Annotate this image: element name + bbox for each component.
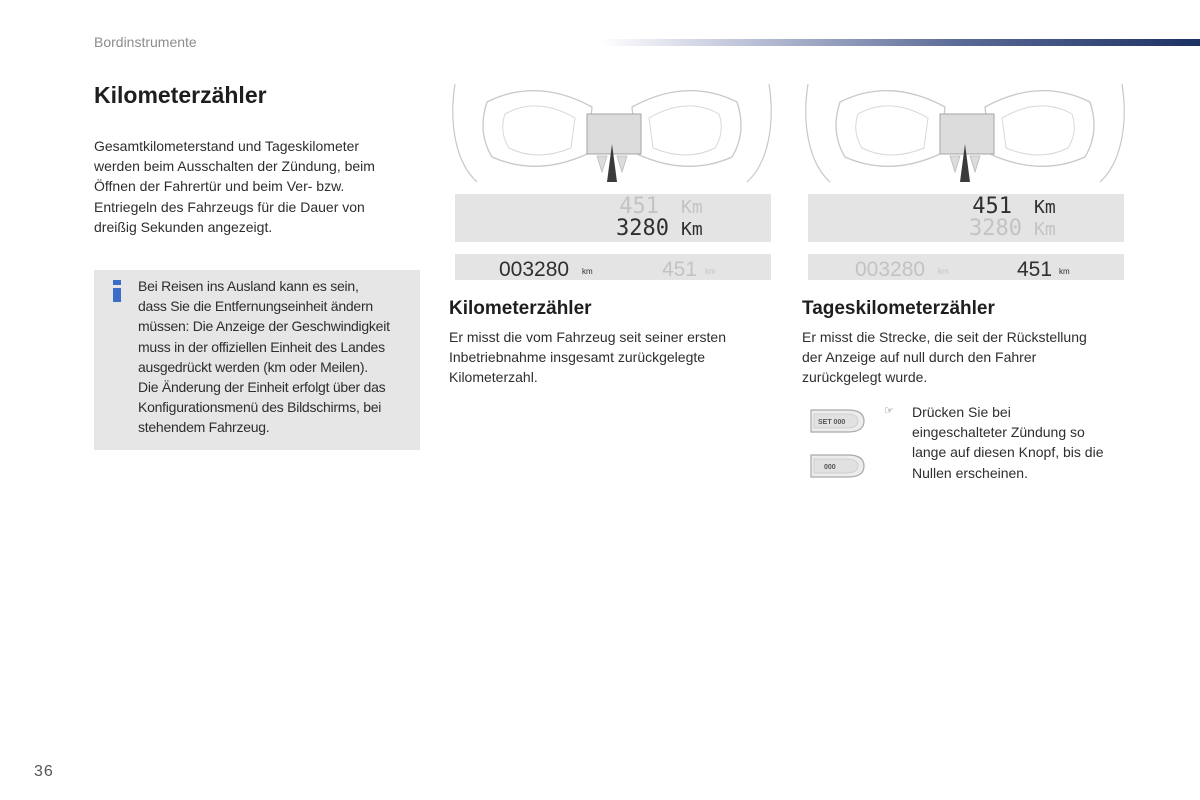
lcd-total-value: 3280	[616, 216, 669, 241]
note-line: Bei Reisen ins Ausland kann es sein,	[138, 278, 359, 294]
intro-line: dreißig Sekunden angezeigt.	[94, 218, 273, 235]
trip-line: Er misst die Strecke, die seit der Rückstellung	[802, 329, 1087, 345]
note-line: dass Sie die Entfernungseinheit ändern	[138, 298, 373, 315]
stalk-right	[617, 156, 627, 172]
lcd-trip-unit: Km	[1034, 197, 1056, 218]
info-note-box	[94, 270, 420, 450]
lcd-odometer-unit: km	[938, 267, 949, 276]
note-line: Konfigurationsmenü des Bildschirms, bei	[138, 399, 382, 416]
intro-paragraph	[94, 136, 414, 237]
reset-button-label: 000	[824, 464, 836, 471]
note-line: muss in der offiziellen Einheit des Landes	[138, 338, 385, 355]
stalk-left	[597, 156, 607, 172]
note-line: Die Änderung der Einheit erfolgt über das	[138, 379, 386, 396]
info-note-text	[138, 276, 418, 438]
header-gradient-bar	[600, 39, 1200, 46]
set-button-label: SET 000	[818, 419, 846, 426]
info-icon	[113, 280, 121, 302]
trip-line: der Anzeige auf null durch den Fahrer	[802, 349, 1037, 366]
lcd-trip-small-unit: km	[705, 267, 716, 276]
section-label: Bordinstrumente	[94, 34, 197, 50]
odometer-line: Inbetriebnahme insgesamt zurückgelegte	[449, 349, 706, 366]
note-line: müssen: Die Anzeige der Geschwindigkeit	[138, 318, 390, 335]
instruction-line: lange auf diesen Knopf, bis die	[912, 444, 1104, 461]
intro-line: Gesamtkilometerstand und Tageskilometer	[94, 138, 360, 154]
page-number: 36	[34, 763, 54, 780]
odometer-display-illustration	[447, 82, 777, 282]
dashboard-outline	[453, 84, 477, 182]
lcd-trip-value: 451	[619, 194, 659, 219]
lcd-total-unit: Km	[681, 219, 703, 240]
stalk-right	[970, 156, 980, 172]
trip-line: zurückgelegt wurde.	[802, 369, 928, 386]
lcd-upper	[455, 194, 771, 242]
instruction-line: Drücken Sie bei	[912, 404, 1011, 420]
note-line: stehendem Fahrzeug.	[138, 419, 270, 436]
stalk-left	[950, 156, 960, 172]
lcd-odometer-value: 003280	[855, 258, 926, 281]
trip-heading: Tageskilometerzähler	[802, 298, 995, 319]
odometer-line: Kilometerzahl.	[449, 369, 538, 386]
right-gauge-inner	[649, 106, 721, 155]
left-gauge-inner	[856, 106, 928, 155]
center-screen	[587, 114, 641, 154]
lcd-trip-unit: Km	[681, 197, 703, 218]
odometer-description	[449, 327, 769, 388]
lcd-trip-small-value: 451	[662, 258, 698, 281]
set-reset-button	[808, 406, 868, 436]
instruction-line: Nullen erscheinen.	[912, 464, 1028, 481]
intro-line: Entriegeln des Fahrzeugs für die Dauer von	[94, 198, 365, 215]
right-gauge-inner	[1002, 106, 1074, 155]
odometer-heading: Kilometerzähler	[449, 298, 592, 319]
note-line: ausgedrückt werden (km oder Meilen).	[138, 358, 368, 375]
intro-line: Öffnen der Fahrertür und beim Ver- bzw.	[94, 178, 345, 195]
lcd-total-unit: Km	[1034, 219, 1056, 240]
lcd-trip-small-unit: km	[1059, 267, 1070, 276]
odometer-line: Er misst die vom Fahrzeug seit seiner ersten	[449, 329, 726, 345]
lcd-trip-small-value: 451	[1017, 258, 1053, 281]
lcd-trip-value: 451	[972, 194, 1012, 219]
left-gauge-inner	[503, 106, 575, 155]
lcd-total-value: 3280	[969, 216, 1022, 241]
reset-instruction-text	[912, 402, 1142, 483]
intro-line: werden beim Ausschalten der Zündung, beim	[94, 158, 375, 175]
pointing-hand-icon: ☞	[884, 405, 894, 417]
reset-button	[808, 451, 868, 481]
lcd-odometer-value: 003280	[499, 258, 570, 281]
page-title: Kilometerzähler	[94, 82, 267, 108]
center-screen	[940, 114, 994, 154]
lcd-upper	[808, 194, 1124, 242]
lcd-odometer-unit: km	[582, 267, 593, 276]
dashboard-outline	[806, 84, 830, 182]
instruction-line: eingeschalteter Zündung so	[912, 424, 1085, 441]
dashboard-outline	[1100, 84, 1124, 182]
trip-description	[802, 327, 1132, 388]
trip-display-illustration	[800, 82, 1130, 282]
dashboard-outline	[747, 84, 771, 182]
